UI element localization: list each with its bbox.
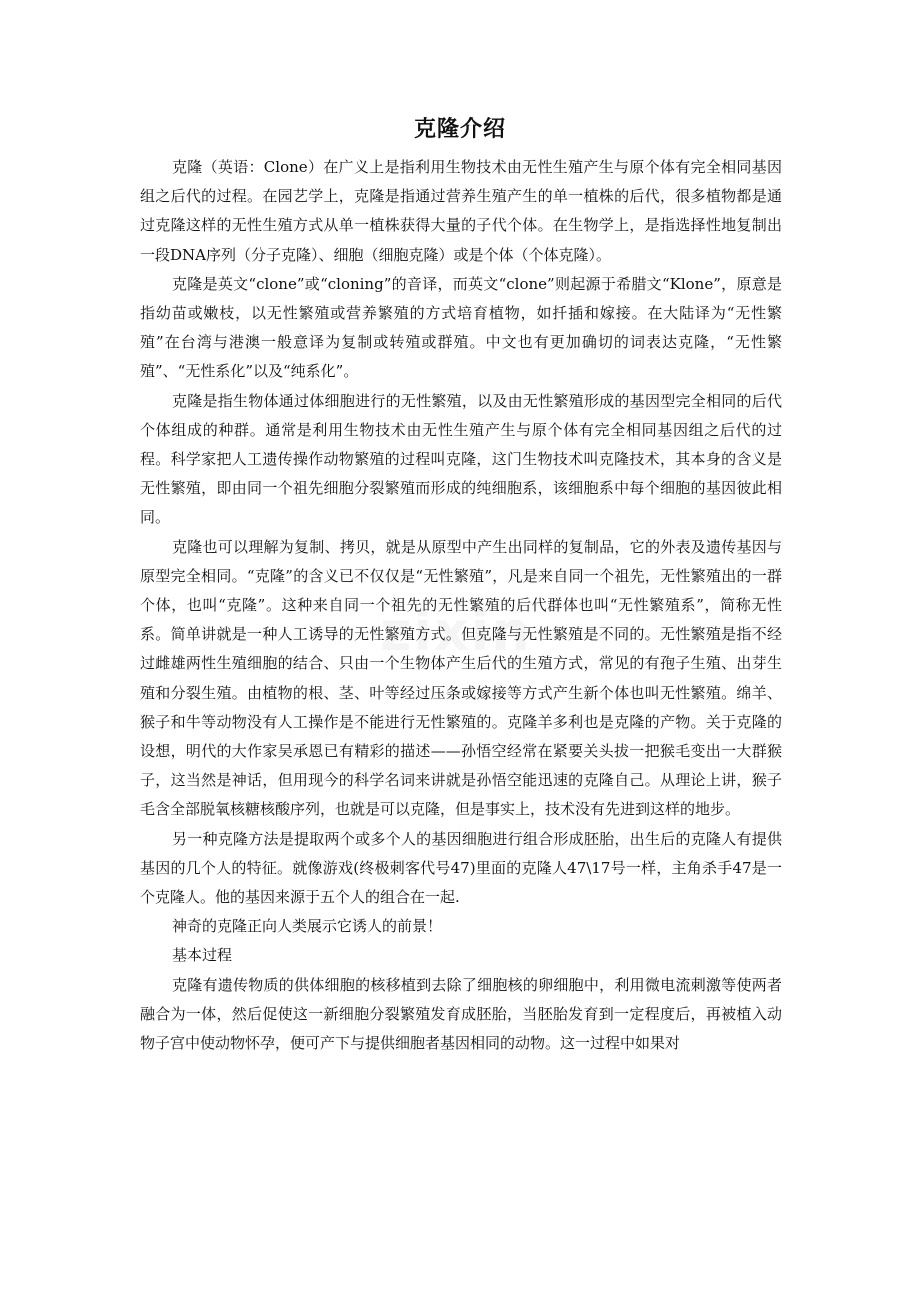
watermark: zixin: [380, 600, 532, 663]
paragraph-basic-process: 克隆有遗传物质的供体细胞的核移植到去除了细胞核的卵细胞中，利用微电流刺激等使两者融合为一体，然后促使这一新细胞分裂繁殖发育成胚胎，当胚胎发育到一定程度后，再被植入动物子宫中使动物怀孕，便可产下与提供细胞者基因相同的动物。这一过程中如果对: [140, 975, 782, 1053]
paragraph-replication: 克隆也可以理解为复制、拷贝，就是从原型中产生出同样的复制品，它的外表及遗传基因与原型完全相同。“克隆”的含义已不仅仅是“无性繁殖”，凡是来自同一个祖先，无性繁殖出的一群个体，也叫“克隆”。这种来自同一个祖先的无性繁殖的后代群体也叫“无性繁殖系”，简称无性系。简单讲就是一种人工诱导的无性繁殖方式。但克隆与无性繁殖是不同的。无性繁殖是指不经过雌雄两性生殖细胞的结合、只由一个生物体产生后代的生殖方式，常见的有孢子生殖、出芽生殖和分裂生殖。由植物的根、茎、叶等经过压条或嫁接等方式产生新个体也叫无性繁殖。绵羊、猴子和牛等动物没有人工操作是不能进行无性繁殖的。克隆羊多利也是克隆的产物。关于克隆的设想，明代的大作家吴承恩已有精彩的描述——孙悟空经常在紧要关头拔一把猴毛变出一大群猴子，这当然是神话，但用现今的科学名词来讲就是孙悟空能迅速的克隆自己。从理论上讲，猴子毛含全部脱氧核糖核酸序列，也就是可以克隆，但是事实上，技术没有先进到这样的地步。: [140, 537, 782, 819]
paragraph-etymology: 克隆是英文“clone”或“cloning”的音译，而英文“clone”则起源于希腊文“Klone”，原意是指幼苗或嫩枝，以无性繁殖或营养繁殖的方式培育植物，如扦插和嫁接。在大陆译为“无性繁殖”在台湾与港澳一般意译为复制或转殖或群殖。中文也有更加确切的词表达克隆，“无性繁殖”、“无性系化”以及“纯系化”。: [140, 274, 782, 381]
paragraph-biology: 克隆是指生物体通过体细胞进行的无性繁殖，以及由无性繁殖形成的基因型完全相同的后代个体组成的种群。通常是利用生物技术由无性生殖产生与原个体有完全相同基因组之后代的过程。科学家把人工遗传操作动物繁殖的过程叫克隆，这门生物技术叫克隆技术，其本身的含义是无性繁殖，即由同一个祖先细胞分裂繁殖而形成的纯细胞系，该细胞系中每个细胞的基因彼此相同。: [140, 391, 782, 527]
paragraph-definition: 克隆（英语：Clone）在广义上是指利用生物技术由无性生殖产生与原个体有完全相同基因组之后代的过程。在园艺学上，克隆是指通过营养生殖产生的单一植株的后代，很多植物都是通过克隆这样的无性生殖方式从单一植株获得大量的子代个体。在生物学上，是指选择性地复制出一段DNA序列（分子克隆）、细胞（细胞克隆）或是个体（个体克隆）。: [140, 158, 782, 264]
section-heading: 基本过程: [172, 946, 233, 965]
paragraph-prospect: 神奇的克隆正向人类展示它诱人的前景！: [172, 917, 443, 936]
paragraph-other-method: 另一种克隆方法是提取两个或多个人的基因细胞进行组合形成胚胎，出生后的克隆人有提供基因的几个人的特征。就像游戏(终极刺客代号47)里面的克隆人47\17号一样，主角杀手47是一个克隆人。他的基因来源于五个人的组合在一起.: [140, 829, 782, 907]
document-body: [140, 153, 782, 1058]
page-title: 克隆介绍: [413, 117, 506, 142]
